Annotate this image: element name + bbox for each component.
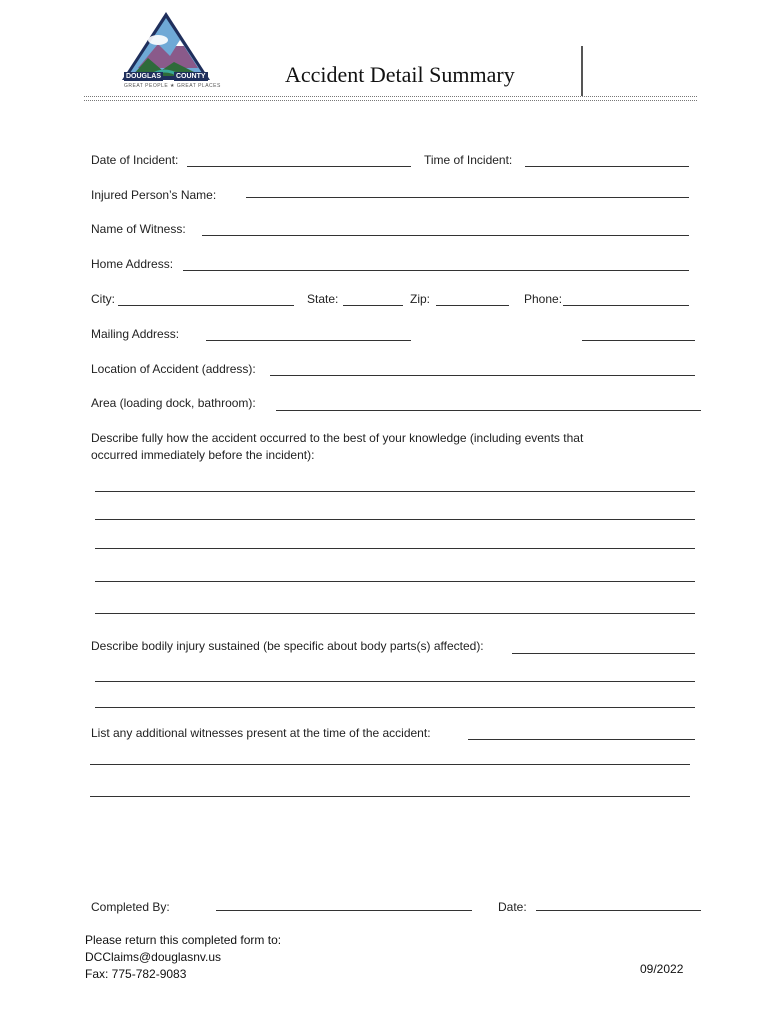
logo-word-county: COUNTY	[176, 73, 206, 80]
location-of-accident-label: Location of Accident (address):	[91, 362, 256, 376]
logo-word-douglas: DOUGLAS	[126, 73, 161, 80]
return-text: Please return this completed form to:	[85, 933, 282, 947]
phone-label: Phone:	[524, 292, 563, 306]
describe-accident-line[interactable]	[95, 548, 695, 549]
header-rule	[84, 96, 697, 101]
home-address-label: Home Address:	[91, 257, 174, 271]
date-label: Date:	[498, 900, 527, 914]
return-instructions	[85, 932, 281, 983]
date-of-incident-label: Date of Incident:	[91, 153, 179, 167]
return-fax: Fax: 775-782-9083	[85, 967, 187, 981]
describe-accident-line[interactable]	[95, 613, 695, 614]
bodily-injury-label: Describe bodily injury sustained (be specific about body parts(s) affected):	[91, 639, 484, 653]
describe-accident-line[interactable]	[95, 519, 695, 520]
describe-accident-line[interactable]	[95, 581, 695, 582]
witness-name-field[interactable]	[202, 235, 689, 236]
state-label: State:	[307, 292, 339, 306]
return-email: DCClaims@douglasnv.us	[85, 950, 222, 964]
mailing-address-field[interactable]	[206, 340, 411, 341]
date-field[interactable]	[536, 910, 701, 911]
home-address-field[interactable]	[183, 270, 689, 271]
form-version: 09/2022	[640, 962, 684, 976]
bodily-injury-field[interactable]	[512, 653, 695, 654]
additional-witnesses-line[interactable]	[90, 764, 690, 765]
time-of-incident-label: Time of Incident:	[424, 153, 513, 167]
additional-witnesses-line[interactable]	[90, 796, 690, 797]
page-title: Accident Detail Summary	[285, 62, 515, 87]
mailing-address-field-extra[interactable]	[582, 340, 695, 341]
injured-person-name-label: Injured Person’s Name:	[91, 188, 217, 202]
douglas-county-logo	[118, 10, 221, 94]
date-of-incident-field[interactable]	[187, 166, 411, 167]
area-field[interactable]	[276, 410, 701, 411]
state-field[interactable]	[343, 305, 403, 306]
describe-accident-line[interactable]	[95, 491, 695, 492]
bodily-injury-line[interactable]	[95, 681, 695, 682]
phone-field[interactable]	[563, 305, 689, 306]
additional-witnesses-label: List any additional witnesses present at the time of the accident:	[91, 726, 431, 740]
city-field[interactable]	[118, 305, 294, 306]
area-label: Area (loading dock, bathroom):	[91, 396, 256, 410]
completed-by-label: Completed By:	[91, 900, 170, 914]
zip-label: Zip:	[410, 292, 431, 306]
describe-accident-label-line2: occurred immediately before the incident):	[91, 448, 315, 462]
time-of-incident-field[interactable]	[525, 166, 689, 167]
header-divider	[581, 46, 583, 96]
city-label: City:	[91, 292, 115, 306]
zip-field[interactable]	[436, 305, 509, 306]
mailing-address-label: Mailing Address:	[91, 327, 180, 341]
location-of-accident-field[interactable]	[270, 375, 695, 376]
completed-by-field[interactable]	[216, 910, 472, 911]
witness-name-label: Name of Witness:	[91, 222, 186, 236]
bodily-injury-line[interactable]	[95, 707, 695, 708]
describe-accident-label-line1: Describe fully how the accident occurred to the best of your knowledge (including events that	[91, 431, 584, 445]
logo-tagline: GREAT PEOPLE ★ GREAT PLACES	[124, 83, 221, 89]
additional-witnesses-field[interactable]	[468, 739, 695, 740]
injured-person-name-field[interactable]	[246, 197, 689, 198]
